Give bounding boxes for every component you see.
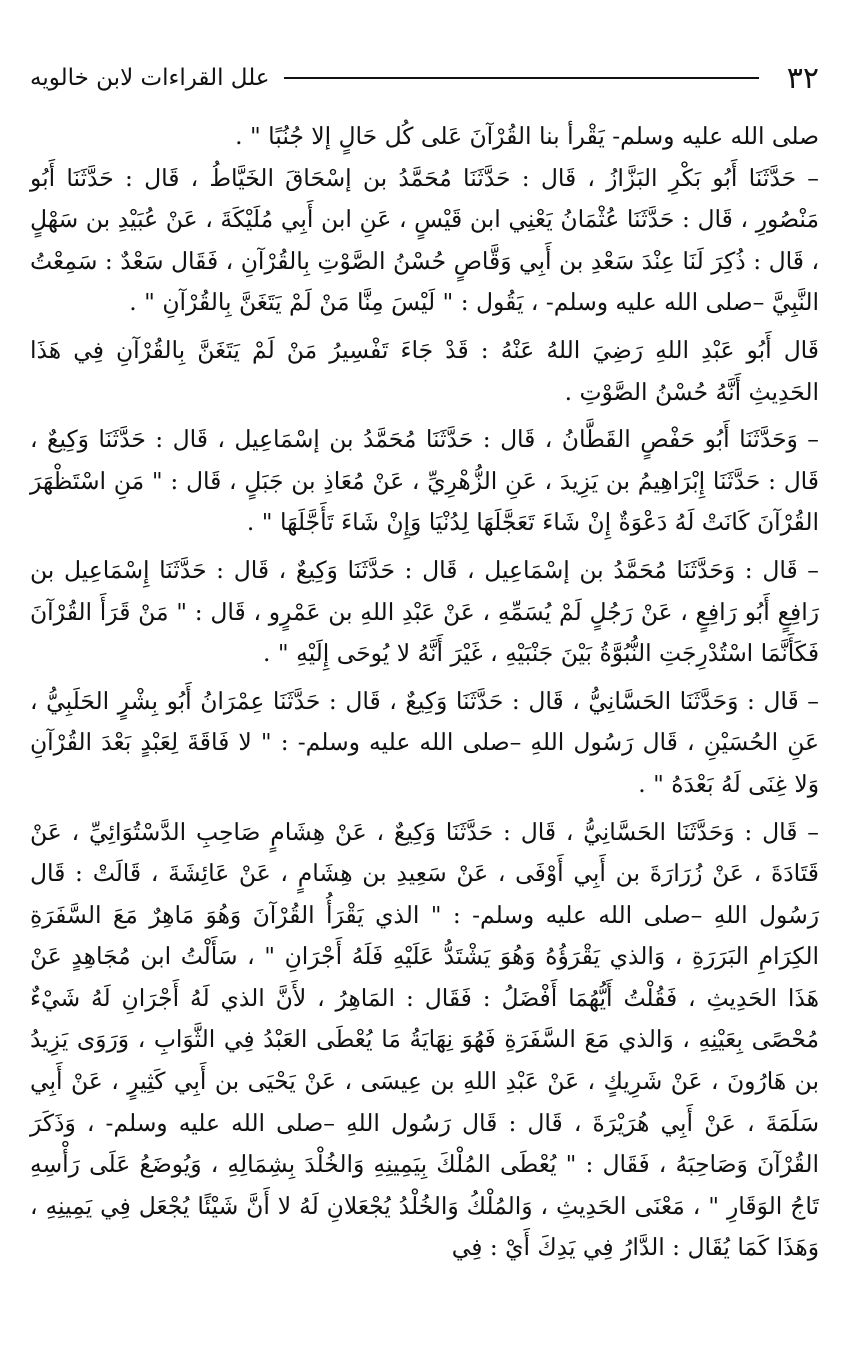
paragraph: – حَدَّثَنَا أَبُو بَكْرِ البَزَّازُ ، قَال : حَدَّثَنَا مُحَمَّدُ بن إسْحَاقَ الخَيَّاطُ ، قَال : حَدَّثَنَا أَبُو مَنْصُورِ ، قَال : حَدَّثَنَا عُثْمَانُ يَعْنِي ابن قَيْسٍ ، عَنِ ابن أَبِي مُلَيْكَةَ ، عَنْ عُبَيْدِ بن سَهْلٍ ، قَال : ذُكِرَ لَنَا عِنْدَ سَعْدِ بن أَبِي وَقَّاصٍ حُسْنُ الصَّوْتِ بِالقُرْآنِ ، فَقَال سَعْدٌ : سَمِعْتُ النَّبِيَّ –صلى الله عليه وسلم- ، يَقُول : " لَيْسَ مِنَّا مَنْ لَمْ يَتَغَنَّ بِالقُرْآنِ " . (30, 163, 819, 317)
page-body (30, 116, 819, 1275)
page-header (30, 58, 819, 98)
paragraph: – قَال : وَحَدَّثَنَا مُحَمَّدُ بن إسْمَاعِيل ، قَال : حَدَّثَنَا وَكِيعٌ ، قَال : حَدَّثَنَا إِسْمَاعِيل بن رَافِعٍ أَبُو رَافِعٍ ، عَنْ رَجُلٍ لَمْ يُسَمِّهِ ، عَنْ عَبْدِ اللهِ بن عَمْرٍو ، قَال : " مَنْ قَرَأَ القُرْآنَ فَكَأَنَّمَا اسْتُدْرِجَتِ النُّبُوَّةُ بَيْنَ جَنْبَيْهِ ، غَيْرَ أَنَّهُ لا يُوحَى إِلَيْهِ " . (30, 555, 819, 668)
paragraph: صلى الله عليه وسلم- يَقْرأ بنا القُرْآنَ عَلى كُل حَالٍ إلا جُنُبًا " . (235, 122, 819, 150)
paragraph: – قَال : وَحَدَّثَنَا الحَسَّانِيُّ ، قَال : حَدَّثَنَا وَكِيعٌ ، قَال : حَدَّثَنَا عِمْرَانُ أَبُو بِشْرٍ الحَلَبِيُّ ، عَنِ الحُسَيْنِ ، قَال رَسُول اللهِ –صلى الله عليه وسلم- : " لا فَاقَةَ لِعَبْدٍ بَعْدَ القُرْآنِ وَلا غِنَى لَهُ بَعْدَهُ " . (30, 686, 819, 798)
book-title: علل القراءات لابن خالويه (30, 65, 270, 91)
paragraph: قَال أَبُو عَبْدِ اللهِ رَضِيَ اللهُ عَنْهُ : قَدْ جَاءَ تَفْسِيرُ مَنْ لَمْ يَتَغَنَّ بِالقُرْآنِ فِي هَذَا الحَدِيثِ أَنَّهُ حُسْنُ الصَّوْتِ . (30, 335, 819, 406)
paragraph: – قَال : وَحَدَّثَنَا الحَسَّانِيُّ ، قَال : حَدَّثَنَا وَكِيعٌ ، عَنْ هِشَامٍ صَاحِبِ الدَّسْتُوَائِيِّ ، عَنْ قَتَادَةَ ، عَنْ زُرَارَةَ بن أَبِي أَوْفَى ، عَنْ سَعِيدِ بن هِشَامٍ ، عَنْ عَائِشَةَ ، قَالَتْ : قَال رَسُول اللهِ –صلى الله عليه وسلم- : " الذي يَقْرَأُ القُرْآنَ وَهُوَ مَاهِرٌ مَعَ السَّفَرَةِ الكِرَامِ البَرَرَةِ ، وَالذي يَقْرَؤُهُ وَهُوَ يَشْتَدُّ عَلَيْهِ فَلَهُ أَجْرَانِ " ، سَأَلْتُ ابن مُجَاهِدٍ عَنْ هَذَا الحَدِيثِ ، فَقُلْتُ أَيُّهُمَا أَفْضَلُ : فَقَال : المَاهِرُ ، لأَنَّ الذي لَهُ أَجْرَانِ لَهُ شَيْءٌ مُحْصًى بِعَيْنِهِ ، وَالذي مَعَ السَّفَرَةِ فَهُوَ نِهَايَةُ مَا يُعْطَى العَبْدُ فِي الثَّوَابِ ، وَرَوَى يَزِيدُ بن هَارُونَ ، عَنْ شَرِيكٍ ، عَنْ عَبْدِ اللهِ بن عِيسَى ، عَنْ يَحْيَى بن أَبِي كَثِيرٍ ، عَنْ أَبِي سَلَمَةَ ، عَنْ أَبِي هُرَيْرَةَ ، قَال : قَال رَسُول اللهِ –صلى الله عليه وسلم- ، وَذَكَرَ القُرْآنَ وَصَاحِبَهُ ، فَقَال : " يُعْطَى المُلْكَ بِيَمِينِهِ وَالخُلْدَ بِشِمَالِهِ ، وَيُوضَعُ عَلَى رَأْسِهِ تَاجُ الوَقَارِ " ، مَعْنَى الحَدِيثِ ، وَالمُلْكُ وَالخُلْدُ يُجْعَلانِ لَهُ لا أَنَّ شَيْئًا يُجْعَل فِي يَمِينِهِ ، وَهَذَا كَمَا يُقَال : الدَّارُ فِي يَدِكَ أَيْ : فِي (30, 817, 819, 1262)
header-rule (284, 77, 759, 79)
paragraph: – وَحَدَّثَنَا أَبُو حَفْصٍ القَطَّانُ ، قَال : حَدَّثَنَا مُحَمَّدُ بن إسْمَاعِيل ، قَال : حَدَّثَنَا وَكِيعٌ ، قَال : حَدَّثَنَا إِبْرَاهِيمُ بن يَزِيدَ ، عَنِ الزُّهْرِيِّ ، عَنْ مُعَاذِ بن جَبَلٍ ، قَال : " مَنِ اسْتَظْهَرَ القُرْآنَ كَانَتْ لَهُ دَعْوَةٌ إِنْ شَاءَ تَعَجَّلَهَا لِدُنْيَا وَإِنْ شَاءَ تَأَجَّلَهَا " . (30, 425, 819, 537)
page-number: ٣٢ (786, 60, 819, 96)
